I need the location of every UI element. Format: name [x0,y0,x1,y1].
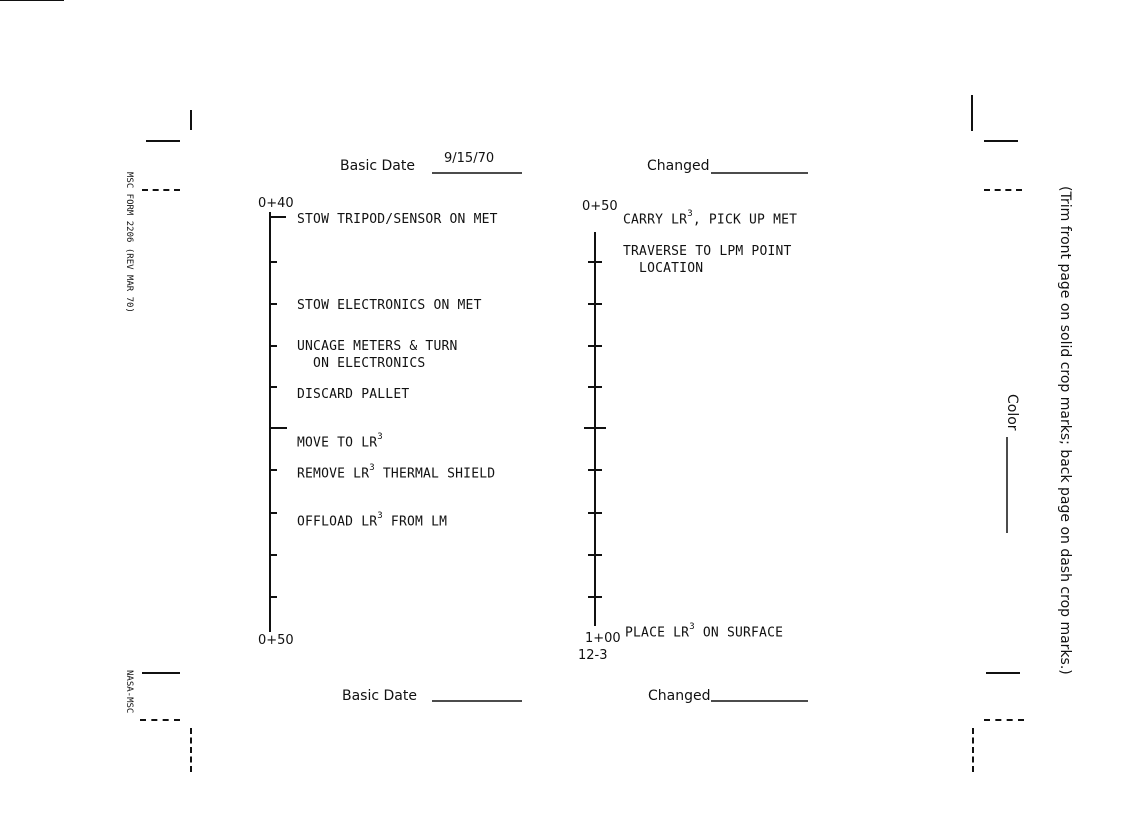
left-end-time: 0+50 [258,633,294,648]
right-step-1: CARRY $LR^3$, PICK UP MET [623,209,798,228]
right-step-2: TRAVERSE TO LPM POINT LOCATION [623,244,792,276]
crop-mark-top-right-dash [984,189,1022,191]
right-step-3: PLACE $LR^3$ ON SURFACE [625,622,784,641]
printer-text: NASA-MSC [124,670,134,714]
left-step-3: UNCAGE METERS & TURN ON ELECTRONICS [297,339,458,371]
trim-instructions: (Trim front page on solid crop marks; back page on dash crop marks.) [1057,186,1073,675]
left-start-time: 0+40 [258,196,294,211]
scan-line-top [0,0,64,1]
color-label: Color [1004,394,1020,431]
crop-mark-bottom-left-vertical [190,728,192,772]
header-changed-label: Changed [647,158,710,174]
footer-changed-label: Changed [648,688,711,704]
crop-mark-bottom-right-dash [984,719,1024,721]
crop-mark-top-left-solid [146,140,180,142]
left-step-5: MOVE TO $LR^3$ [297,432,383,451]
crop-mark-top-left-dash [142,189,180,191]
left-step-6: REMOVE $LR^3$ THERMAL SHIELD [297,463,496,482]
left-step-7: OFFLOAD $LR^3$ FROM LM [297,511,448,530]
header-basic-date-label: Basic Date [340,158,415,174]
crop-mark-top-right-vertical [971,95,973,131]
page-number: 12-3 [578,648,608,663]
header-basic-date-value: 9/15/70 [444,151,495,166]
right-end-time: 1+00 [585,631,621,646]
crop-mark-top-left-vertical [190,110,192,130]
left-step-2: STOW ELECTRONICS ON MET [297,298,482,313]
form-id-text: MSC FORM 2206 (REV MAR 70) [124,172,134,313]
crop-mark-bottom-right-solid [986,672,1020,674]
footer-basic-date-label: Basic Date [342,688,417,704]
crop-mark-bottom-right-vertical [972,728,974,772]
right-start-time: 0+50 [582,199,618,214]
left-step-1: STOW TRIPOD/SENSOR ON MET [297,212,498,227]
left-step-4: DISCARD PALLET [297,387,410,402]
crop-mark-top-right-solid [984,140,1018,142]
left-timeline-ticks [270,217,287,597]
crop-mark-bottom-left-solid [142,672,180,674]
crop-mark-bottom-left-dash [140,719,180,721]
